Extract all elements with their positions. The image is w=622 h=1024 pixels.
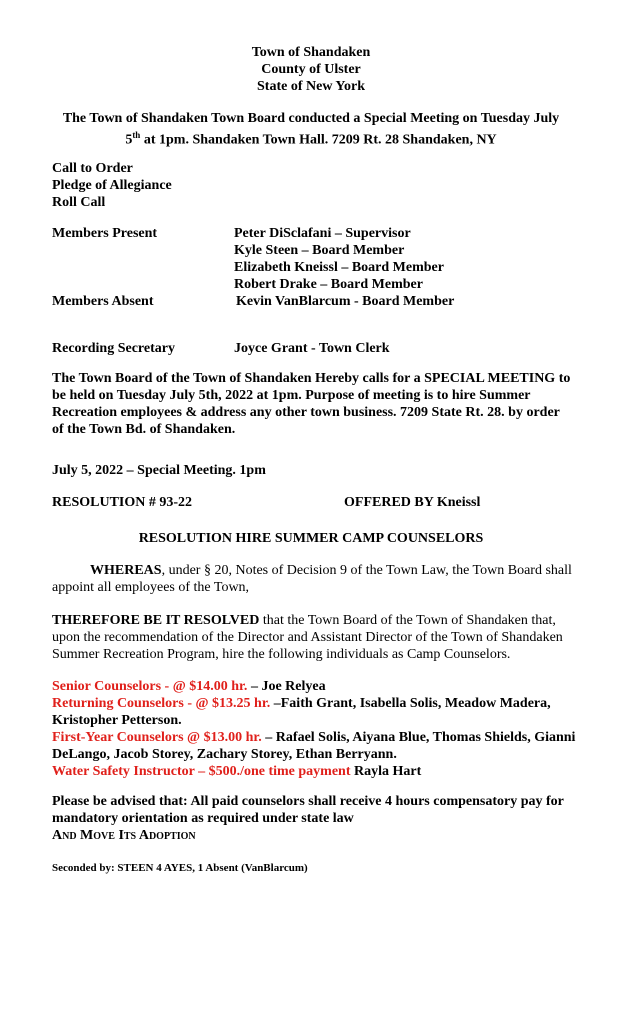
returning-counselors-names: –Faith Grant, Isabella Solis, Meadow Madera, Kristopher Petterson.	[52, 696, 551, 728]
members-present-label: Members Present	[52, 226, 158, 241]
senior-counselors-names: – Joe Relyea	[247, 679, 326, 694]
recording-secretary-row	[52, 340, 572, 357]
agenda-call-to-order: Call to Order	[52, 161, 133, 176]
recording-secretary-name: Joyce Grant - Town Clerk	[234, 341, 390, 356]
meeting-notice: The Town Board of the Town of Shandaken Hereby calls for a SPECIAL MEETING to be held on Tuesday July 5th, 2022 at 1pm. Purpose of meeting is to hire Summer Recreation employees & address any other town business. 7209 State Rt. 28. by order of the Town Bd. of Shandaken.	[52, 371, 571, 437]
member-present-1: Peter DiSclafani – Supervisor	[234, 226, 411, 241]
whereas-label: WHEREAS	[90, 563, 162, 578]
agenda-list	[52, 160, 172, 211]
agenda-pledge: Pledge of Allegiance	[52, 178, 172, 193]
senior-counselors-label: Senior Counselors - @ $14.00 hr.	[52, 679, 248, 694]
returning-counselors	[52, 695, 582, 729]
water-safety-label: Water Safety Instructor – $500./one time payment	[52, 764, 351, 779]
member-row	[52, 242, 572, 259]
first-year-counselors-names: – Rafael Solis, Aiyana Blue, Thomas Shields, Gianni DeLango, Jacob Storey, Zachary Storey, Ethan Berryann.	[52, 730, 576, 762]
member-row	[52, 293, 572, 310]
intro-part2: at 1pm. Shandaken Town Hall. 7209 Rt. 28 Shandaken, NY	[140, 132, 497, 148]
agenda-roll-call: Roll Call	[52, 195, 106, 210]
member-absent: Kevin VanBlarcum - Board Member	[236, 294, 455, 309]
resolution-number: RESOLUTION # 93-22	[52, 495, 193, 510]
member-present-3: Elizabeth Kneissl – Board Member	[234, 260, 444, 275]
therefore-clause	[52, 612, 572, 663]
member-present-2: Kyle Steen – Board Member	[234, 243, 405, 258]
resolution-header-row	[52, 494, 572, 511]
counselor-list	[52, 678, 582, 780]
resolution-offered-by: OFFERED BY Kneissl	[344, 495, 481, 510]
first-year-counselors	[52, 729, 582, 763]
meeting-date: July 5, 2022 – Special Meeting. 1pm	[52, 463, 266, 478]
recording-secretary-label: Recording Secretary	[52, 341, 175, 356]
therefore-text: that the Town Board of the Town of Shandaken that, upon the recommendation of the Director and Assistant Director of the Town of Shandaken Summer Recreation Program, hire the following individuals as Camp Counselors.	[52, 613, 563, 662]
intro-day: 5	[125, 132, 133, 148]
advisory-note	[52, 793, 572, 844]
whereas-text: , under § 20, Notes of Decision 9 of the Town Law, the Town Board shall appoint all employees of the Town,	[52, 563, 572, 595]
advisory-text: Please be advised that: All paid counselors shall receive 4 hours compensatory pay for mandatory orientation as required under state law	[52, 794, 564, 826]
returning-counselors-label: Returning Counselors - @ $13.25 hr.	[52, 696, 271, 711]
intro-part1: The Town of Shandaken Town Board conducted a Special Meeting on Tuesday July	[62, 111, 560, 126]
member-row	[52, 259, 572, 276]
resolution-title: RESOLUTION HIRE SUMMER CAMP COUNSELORS	[138, 531, 484, 546]
whereas-clause	[52, 562, 572, 596]
member-row	[52, 225, 572, 242]
header-town: Town of Shandaken	[251, 45, 371, 60]
header-state: State of New York	[257, 79, 365, 94]
members-section	[52, 225, 572, 310]
seconded-line: Seconded by: STEEN 4 AYES, 1 Absent (VanBlarcum)	[52, 862, 308, 874]
first-year-counselors-label: First-Year Counselors @ $13.00 hr.	[52, 730, 262, 745]
member-row	[52, 276, 572, 293]
therefore-label: THEREFORE BE IT RESOLVED	[52, 613, 260, 628]
water-safety-instructor	[52, 763, 582, 780]
header-county: County of Ulster	[261, 62, 361, 77]
move-adoption: And Move Its Adoption	[52, 828, 196, 843]
senior-counselors	[52, 678, 582, 695]
meeting-intro	[40, 110, 582, 149]
water-safety-name: Rayla Hart	[350, 764, 422, 779]
document-header	[0, 44, 622, 95]
member-present-4: Robert Drake – Board Member	[234, 277, 423, 292]
members-absent-label: Members Absent	[52, 294, 154, 309]
intro-day-suffix: th	[132, 130, 141, 140]
